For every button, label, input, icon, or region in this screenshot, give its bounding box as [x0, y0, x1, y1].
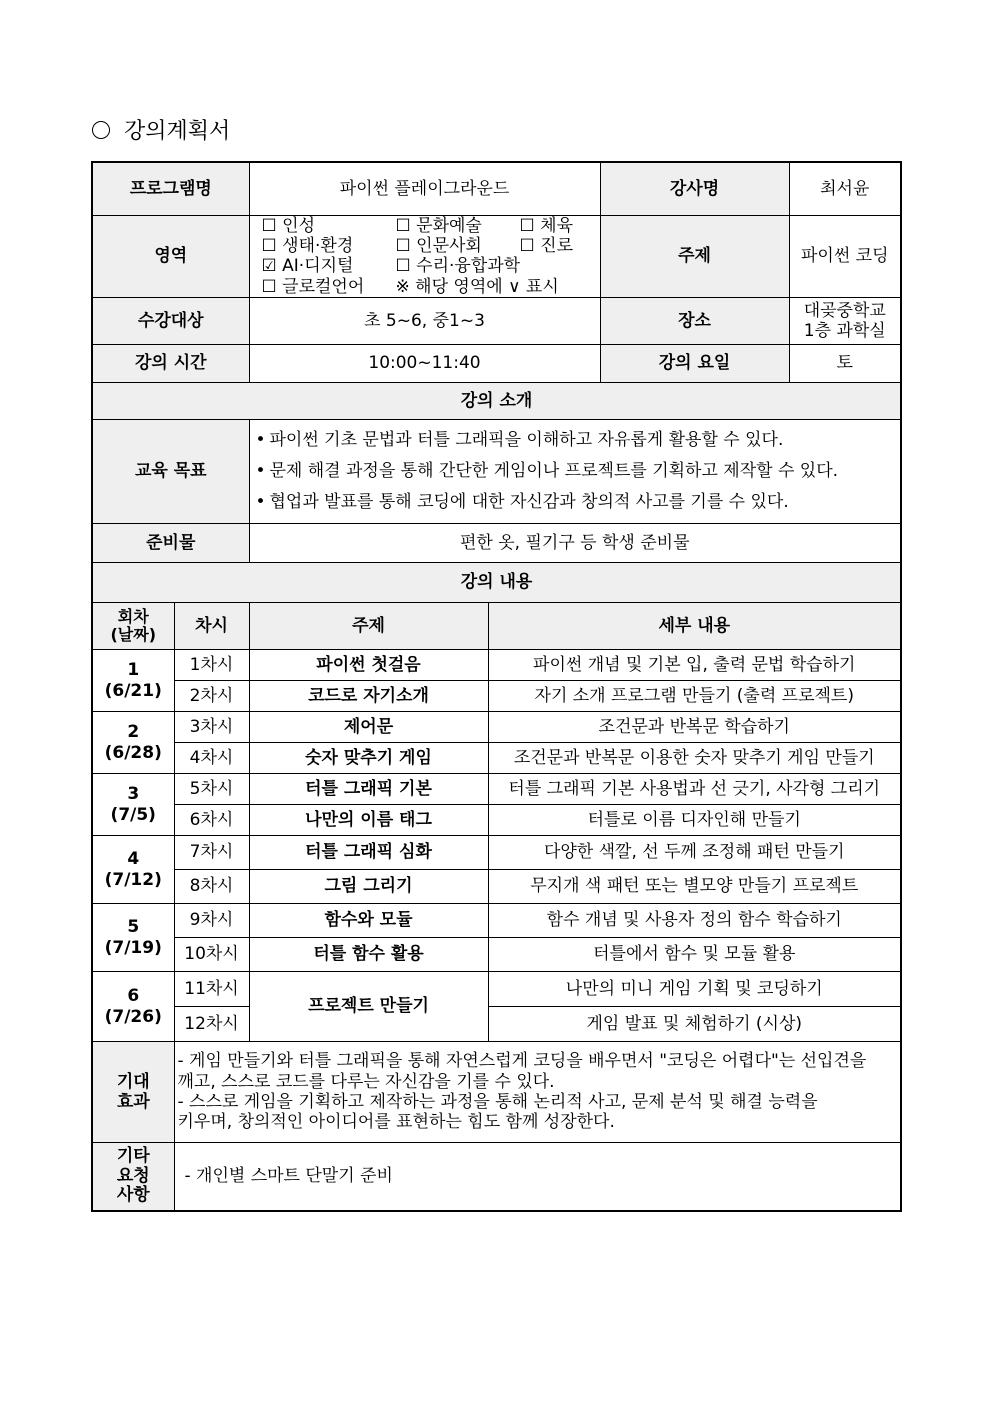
- topic-cell: 파이썬 첫걸음: [249, 650, 488, 681]
- table-row: [92, 650, 901, 681]
- table-row: [92, 774, 901, 805]
- value-day: 토: [789, 345, 901, 383]
- row-other: [92, 1143, 901, 1211]
- page-title: 강의계획서: [124, 119, 231, 144]
- header-topic: 주제: [249, 603, 488, 650]
- detail-cell: 함수 개념 및 사용자 정의 함수 학습하기: [488, 904, 901, 938]
- value-place: [789, 298, 901, 345]
- section-intro: 강의 소개: [92, 383, 901, 420]
- topic-cell: 터틀 그래픽 심화: [249, 836, 488, 870]
- label-target: 수강대상: [92, 298, 249, 345]
- table-row: [92, 743, 901, 774]
- label-effect: 기대 효과: [92, 1042, 174, 1143]
- label-goals: 교육 목표: [92, 420, 249, 524]
- session-cell: 12차시: [174, 1007, 249, 1042]
- table-row: [92, 870, 901, 904]
- area-option-checked[interactable]: ☑ AI·디지털: [261, 256, 354, 277]
- detail-cell: 조건문과 반복문 학습하기: [488, 712, 901, 743]
- session-cell: 9차시: [174, 904, 249, 938]
- goal-item: • 문제 해결 과정을 통해 간단한 게임이나 프로젝트를 기획하고 제작할 수 있다.: [255, 461, 839, 482]
- place-line-2: 1층 과학실: [803, 321, 886, 342]
- row-materials: [92, 524, 901, 563]
- label-place: 장소: [600, 298, 789, 345]
- label-subject: 주제: [600, 215, 789, 298]
- topic-cell: 터틀 그래픽 기본: [249, 774, 488, 805]
- session-cell: 4차시: [174, 743, 249, 774]
- area-option[interactable]: ☐ 수리·융합과학: [395, 256, 521, 277]
- schedule-header: [92, 603, 901, 650]
- area-option[interactable]: ☐ 인성: [261, 215, 315, 236]
- header-session: 차시: [174, 603, 249, 650]
- topic-cell: 제어문: [249, 712, 488, 743]
- row-intro-header: [92, 383, 901, 420]
- row-program: [92, 162, 901, 215]
- session-cell: 8차시: [174, 870, 249, 904]
- area-note: ※ 해당 영역에 ∨ 표시: [395, 276, 559, 297]
- session-cell: 2차시: [174, 681, 249, 712]
- round-cell: 3 (7/5): [92, 774, 174, 836]
- label-time: 강의 시간: [92, 345, 249, 383]
- topic-cell: 숫자 맞추기 게임: [249, 743, 488, 774]
- value-program: 파이썬 플레이그라운드: [249, 162, 600, 215]
- session-cell: 11차시: [174, 972, 249, 1007]
- detail-cell: 조건문과 반복문 이용한 숫자 맞추기 게임 만들기: [488, 743, 901, 774]
- lecture-plan-table: [91, 161, 902, 1212]
- topic-cell: 그림 그리기: [249, 870, 488, 904]
- detail-cell: 다양한 색깔, 선 두께 조정해 패턴 만들기: [488, 836, 901, 870]
- value-target: 초 5~6, 중1~3: [249, 298, 600, 345]
- session-cell: 5차시: [174, 774, 249, 805]
- area-option[interactable]: ☐ 글로컬언어: [261, 276, 365, 297]
- area-option[interactable]: ☐ 생태·환경: [261, 235, 354, 256]
- detail-cell: 나만의 미니 게임 기획 및 코딩하기: [488, 972, 901, 1007]
- effect-text: - 게임 만들기와 터틀 그래픽을 통해 자연스럽게 코딩을 배우면서 "코딩은 어렵다"는 선입견을 깨고, 스스로 코드를 다루는 자신감을 기를 수 있다. - 스스로 게임을 기획하고 제작하는 과정을 통해 논리적 사고, 문제 분석 및 해결 능력을 키우며, 창의적인 아이디어를 표현하는 힘도 함께 성장한다.: [174, 1042, 901, 1143]
- area-option[interactable]: ☐ 체육: [519, 215, 573, 236]
- row-effect: [92, 1042, 901, 1143]
- table-row: [92, 712, 901, 743]
- session-cell: 7차시: [174, 836, 249, 870]
- round-cell: 5 (7/19): [92, 904, 174, 972]
- value-subject: 파이썬 코딩: [789, 215, 901, 298]
- table-row: [92, 836, 901, 870]
- place-line-1: 대곶중학교: [803, 300, 886, 321]
- table-row: [92, 972, 901, 1007]
- detail-cell: 파이썬 개념 및 기본 입, 출력 문법 학습하기: [488, 650, 901, 681]
- topic-cell: 터틀 함수 활용: [249, 938, 488, 972]
- detail-cell: 터틀로 이름 디자인해 만들기: [488, 805, 901, 836]
- header-detail: 세부 내용: [488, 603, 901, 650]
- table-row: [92, 1007, 901, 1042]
- area-option[interactable]: ☐ 인문사회: [395, 235, 482, 256]
- goal-item: • 파이썬 기초 문법과 터틀 그래픽을 이해하고 자유롭게 활용할 수 있다.: [255, 430, 784, 451]
- area-option[interactable]: ☐ 진로: [519, 235, 573, 256]
- table-row: [92, 681, 901, 712]
- area-checklist: [249, 215, 600, 298]
- area-option[interactable]: ☐ 문화예술: [395, 215, 482, 236]
- round-cell: 6 (7/26): [92, 972, 174, 1042]
- label-materials: 준비물: [92, 524, 249, 563]
- label-other: 기타 요청 사항: [92, 1143, 174, 1211]
- table-row: [92, 805, 901, 836]
- detail-cell: 무지개 색 패턴 또는 별모양 만들기 프로젝트: [488, 870, 901, 904]
- topic-cell: 코드로 자기소개: [249, 681, 488, 712]
- session-cell: 1차시: [174, 650, 249, 681]
- circle-bullet-icon: [92, 121, 110, 139]
- topic-cell: 나만의 이름 태그: [249, 805, 488, 836]
- goal-item: • 협업과 발표를 통해 코딩에 대한 자신감과 창의적 사고를 기를 수 있다.: [255, 492, 789, 513]
- label-day: 강의 요일: [600, 345, 789, 383]
- topic-cell: 함수와 모듈: [249, 904, 488, 938]
- round-cell: 2 (6/28): [92, 712, 174, 774]
- label-instructor: 강사명: [600, 162, 789, 215]
- session-cell: 10차시: [174, 938, 249, 972]
- table-row: [92, 938, 901, 972]
- detail-cell: 터틀에서 함수 및 모듈 활용: [488, 938, 901, 972]
- other-text: - 개인별 스마트 단말기 준비: [174, 1143, 901, 1211]
- session-cell: 6차시: [174, 805, 249, 836]
- section-content: 강의 내용: [92, 563, 901, 603]
- row-target: [92, 298, 901, 345]
- row-area: [92, 215, 901, 298]
- header-round: 회차 (날짜): [92, 603, 174, 650]
- table-row: [92, 904, 901, 938]
- value-materials: 편한 옷, 필기구 등 학생 준비물: [249, 524, 901, 563]
- row-time: [92, 345, 901, 383]
- value-time: 10:00~11:40: [249, 345, 600, 383]
- session-cell: 3차시: [174, 712, 249, 743]
- round-cell: 1 (6/21): [92, 650, 174, 712]
- detail-cell: 자기 소개 프로그램 만들기 (출력 프로젝트): [488, 681, 901, 712]
- label-program: 프로그램명: [92, 162, 249, 215]
- label-area: 영역: [92, 215, 249, 298]
- detail-cell: 게임 발표 및 체험하기 (시상): [488, 1007, 901, 1042]
- row-goals: [92, 420, 901, 524]
- goals-list: [249, 420, 901, 524]
- document-heading: [92, 114, 230, 145]
- detail-cell: 터틀 그래픽 기본 사용법과 선 긋기, 사각형 그리기: [488, 774, 901, 805]
- row-content-header: [92, 563, 901, 603]
- topic-cell: 프로젝트 만들기: [249, 972, 488, 1042]
- round-cell: 4 (7/12): [92, 836, 174, 904]
- value-instructor: 최서윤: [789, 162, 901, 215]
